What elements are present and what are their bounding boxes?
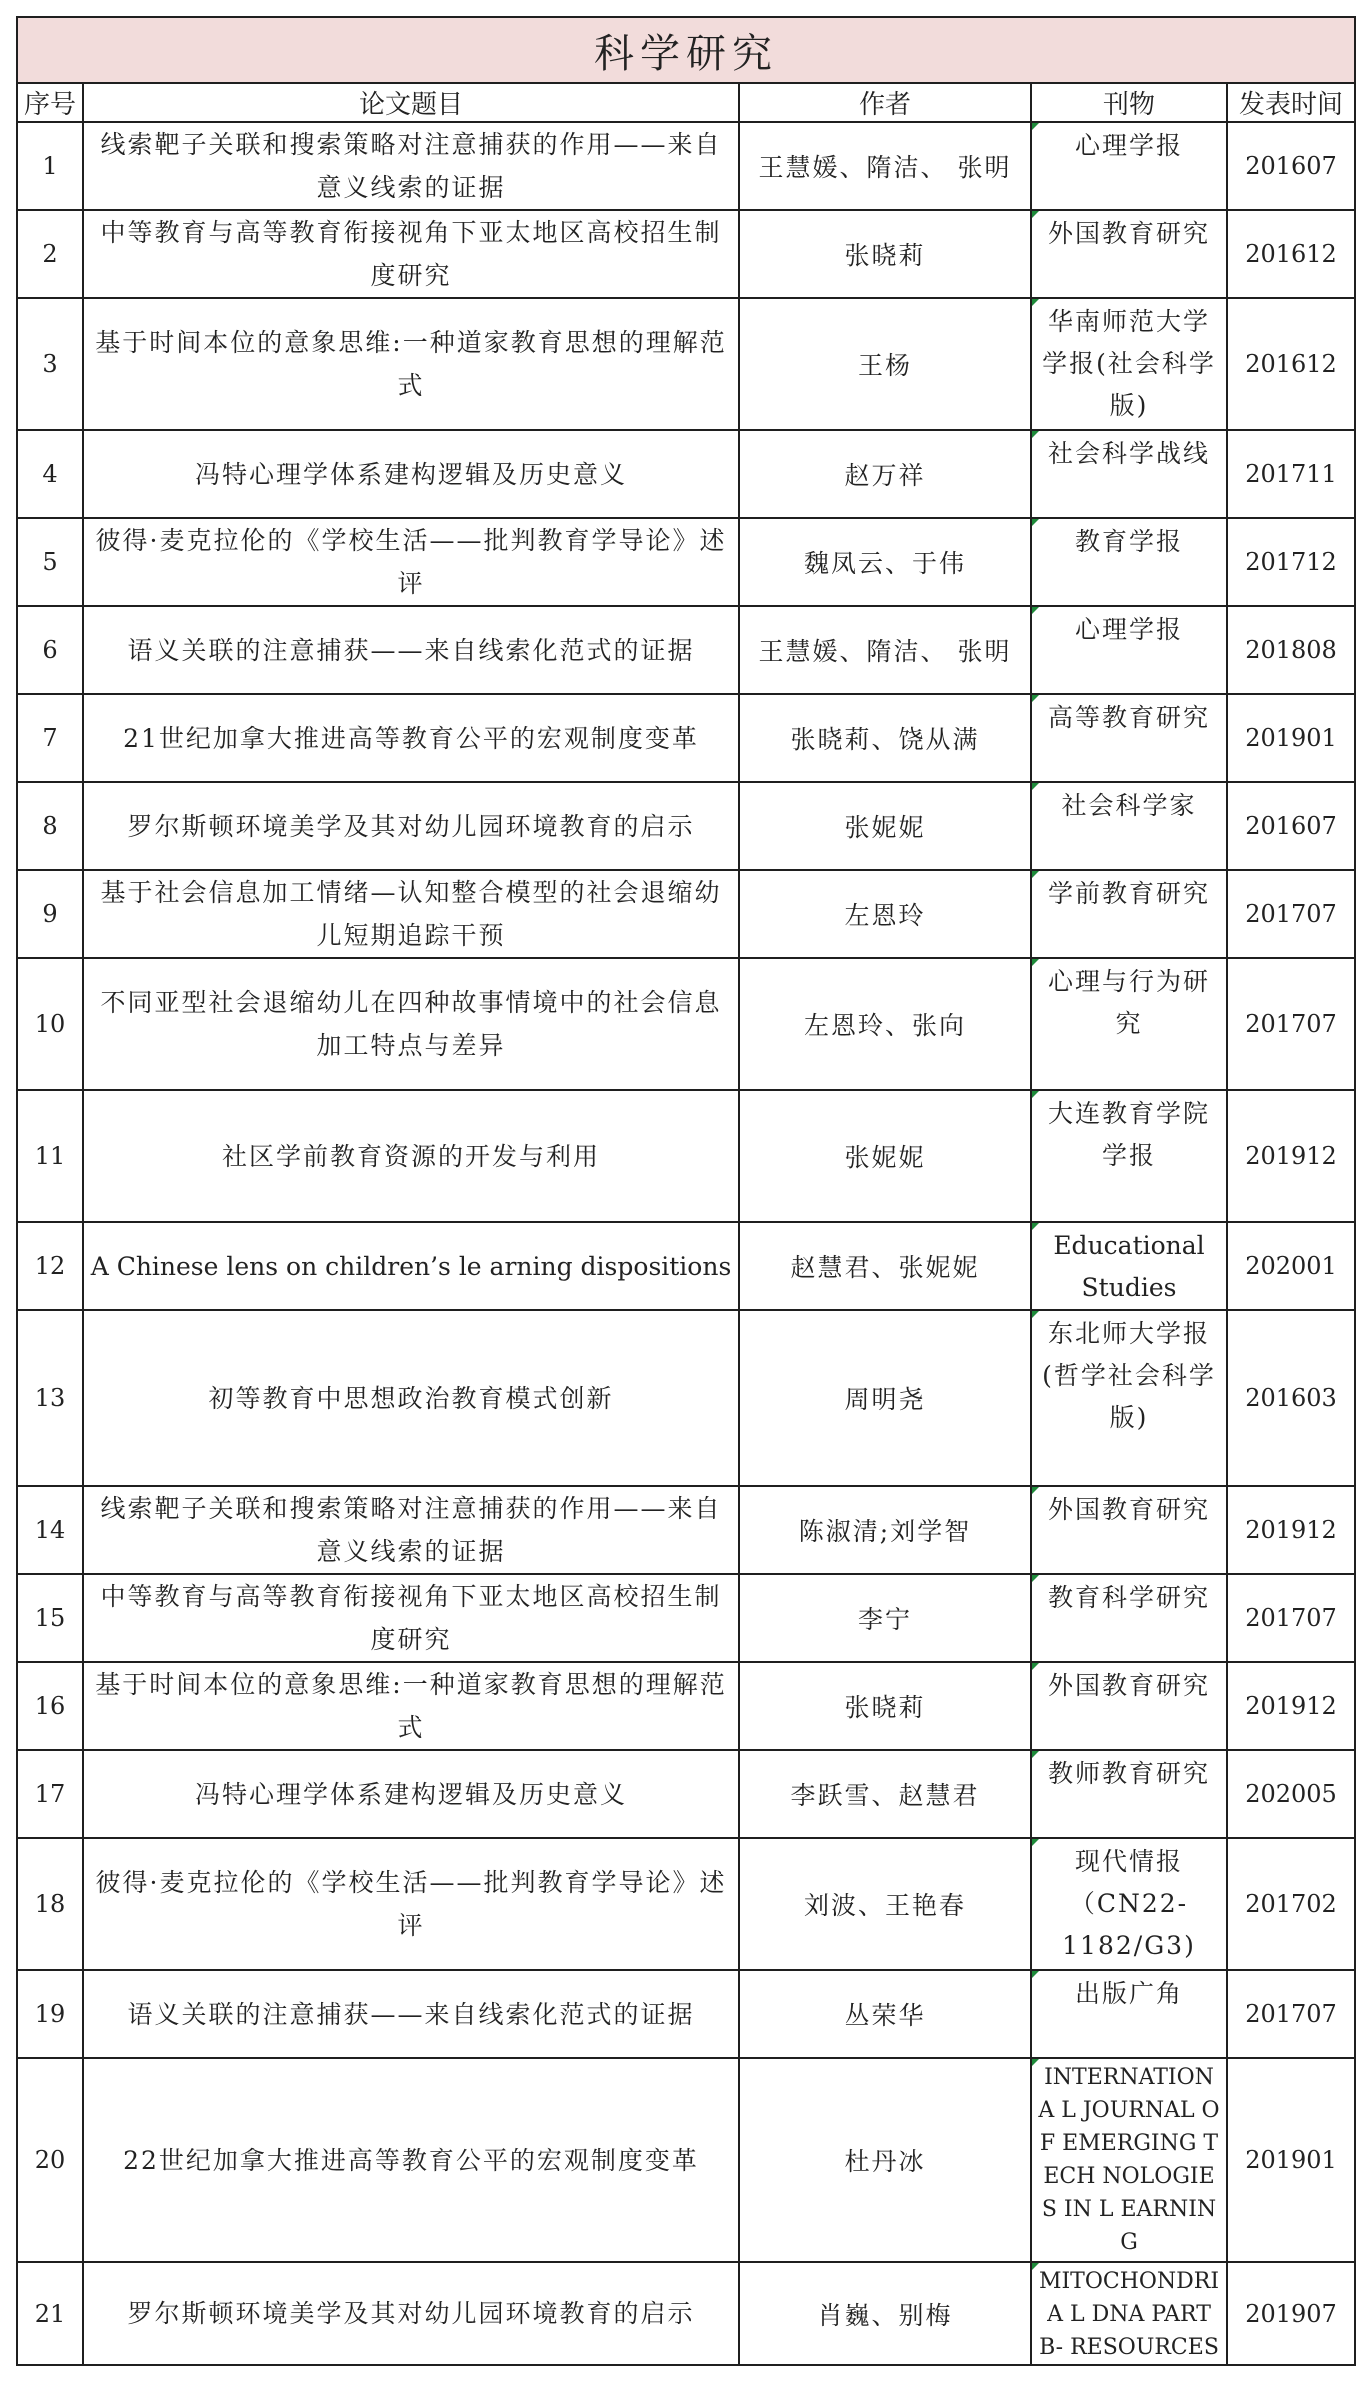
row-author: 张晓莉、饶从满 (739, 694, 1031, 782)
row-journal: 高等教育研究 (1031, 694, 1227, 782)
row-author: 陈淑清;刘学智 (739, 1486, 1031, 1574)
table-row (17, 430, 1355, 518)
row-author: 李跃雪、赵慧君 (739, 1750, 1031, 1838)
row-paper: 21世纪加拿大推进高等教育公平的宏观制度变革 (83, 694, 739, 782)
row-journal: 教师教育研究 (1031, 1750, 1227, 1838)
row-author: 赵慧君、张妮妮 (739, 1222, 1031, 1310)
row-paper: 22世纪加拿大推进高等教育公平的宏观制度变革 (83, 2058, 739, 2262)
row-seq: 8 (17, 782, 83, 870)
row-journal: INTERNATIONA L JOURNAL OF EMERGING TECH NOLOGIES IN L EARNING (1031, 2058, 1227, 2262)
header-journal: 刊物 (1031, 83, 1227, 122)
table-row (17, 782, 1355, 870)
row-date: 201808 (1227, 606, 1355, 694)
row-journal: 教育学报 (1031, 518, 1227, 606)
row-author: 张妮妮 (739, 782, 1031, 870)
header-row (17, 83, 1355, 122)
row-seq: 7 (17, 694, 83, 782)
row-seq: 11 (17, 1090, 83, 1222)
row-date: 201912 (1227, 1486, 1355, 1574)
row-journal: 现代情报（CN22-1182/G3) (1031, 1838, 1227, 1970)
row-date: 201912 (1227, 1662, 1355, 1750)
table-row (17, 1222, 1355, 1310)
row-seq: 10 (17, 958, 83, 1090)
table-row (17, 870, 1355, 958)
row-seq: 13 (17, 1310, 83, 1486)
table-row (17, 2058, 1355, 2262)
row-paper: 冯特心理学体系建构逻辑及历史意义 (83, 1750, 739, 1838)
row-date: 201607 (1227, 122, 1355, 210)
row-journal: 外国教育研究 (1031, 1486, 1227, 1574)
row-journal: 出版广角 (1031, 1970, 1227, 2058)
row-journal: MITOCHONDRIA L DNA PART B- RESOURCES (1031, 2262, 1227, 2365)
row-author: 杜丹冰 (739, 2058, 1031, 2262)
header-seq: 序号 (17, 83, 83, 122)
row-date: 201712 (1227, 518, 1355, 606)
table-row (17, 1310, 1355, 1486)
row-seq: 3 (17, 298, 83, 430)
row-paper: 初等教育中思想政治教育模式创新 (83, 1310, 739, 1486)
table-row (17, 122, 1355, 210)
row-paper: 彼得·麦克拉伦的《学校生活——批判教育学导论》述评 (83, 1838, 739, 1970)
row-journal: 东北师大学报(哲学社会科学版) (1031, 1310, 1227, 1486)
row-seq: 5 (17, 518, 83, 606)
table-row (17, 1574, 1355, 1662)
row-date: 201901 (1227, 694, 1355, 782)
row-date: 201612 (1227, 210, 1355, 298)
row-date: 201711 (1227, 430, 1355, 518)
row-date: 202005 (1227, 1750, 1355, 1838)
table-row (17, 518, 1355, 606)
row-journal: 外国教育研究 (1031, 210, 1227, 298)
row-paper: 基于社会信息加工情绪—认知整合模型的社会退缩幼儿短期追踪干预 (83, 870, 739, 958)
row-seq: 6 (17, 606, 83, 694)
row-seq: 1 (17, 122, 83, 210)
row-seq: 9 (17, 870, 83, 958)
table-row (17, 694, 1355, 782)
row-author: 王慧媛、隋洁、 张明 (739, 122, 1031, 210)
row-author: 赵万祥 (739, 430, 1031, 518)
row-journal: 大连教育学院学报 (1031, 1090, 1227, 1222)
table-row (17, 1662, 1355, 1750)
row-paper: 社区学前教育资源的开发与利用 (83, 1090, 739, 1222)
row-seq: 20 (17, 2058, 83, 2262)
table-row (17, 210, 1355, 298)
row-date: 201907 (1227, 2262, 1355, 2365)
row-journal: 心理学报 (1031, 122, 1227, 210)
row-paper: 中等教育与高等教育衔接视角下亚太地区高校招生制度研究 (83, 210, 739, 298)
table-row (17, 298, 1355, 430)
header-author: 作者 (739, 83, 1031, 122)
row-journal: Educational Studies (1031, 1222, 1227, 1310)
row-seq: 16 (17, 1662, 83, 1750)
row-seq: 2 (17, 210, 83, 298)
row-seq: 4 (17, 430, 83, 518)
row-seq: 21 (17, 2262, 83, 2365)
row-author: 李宁 (739, 1574, 1031, 1662)
row-journal: 社会科学家 (1031, 782, 1227, 870)
row-paper: 线索靶子关联和搜索策略对注意捕获的作用——来自意义线索的证据 (83, 1486, 739, 1574)
row-seq: 14 (17, 1486, 83, 1574)
header-date: 发表时间 (1227, 83, 1355, 122)
row-date: 201707 (1227, 1970, 1355, 2058)
row-paper: 彼得·麦克拉伦的《学校生活——批判教育学导论》述评 (83, 518, 739, 606)
research-table (16, 16, 1356, 2366)
row-date: 201707 (1227, 958, 1355, 1090)
table-row (17, 1750, 1355, 1838)
row-journal: 教育科学研究 (1031, 1574, 1227, 1662)
table-row (17, 1970, 1355, 2058)
row-author: 左恩玲、张向 (739, 958, 1031, 1090)
row-paper: 罗尔斯顿环境美学及其对幼儿园环境教育的启示 (83, 782, 739, 870)
row-author: 王慧媛、隋洁、 张明 (739, 606, 1031, 694)
research-sheet (16, 16, 1354, 2366)
row-date: 201603 (1227, 1310, 1355, 1486)
row-paper: 不同亚型社会退缩幼儿在四种故事情境中的社会信息加工特点与差异 (83, 958, 739, 1090)
row-paper: 线索靶子关联和搜索策略对注意捕获的作用——来自意义线索的证据 (83, 122, 739, 210)
row-date: 201707 (1227, 870, 1355, 958)
row-paper: 中等教育与高等教育衔接视角下亚太地区高校招生制度研究 (83, 1574, 739, 1662)
table-row (17, 958, 1355, 1090)
row-author: 张晓莉 (739, 1662, 1031, 1750)
row-date: 201912 (1227, 1090, 1355, 1222)
row-journal: 学前教育研究 (1031, 870, 1227, 958)
row-author: 肖巍、别梅 (739, 2262, 1031, 2365)
row-date: 201607 (1227, 782, 1355, 870)
row-paper: 罗尔斯顿环境美学及其对幼儿园环境教育的启示 (83, 2262, 739, 2365)
row-author: 魏凤云、于伟 (739, 518, 1031, 606)
row-journal: 社会科学战线 (1031, 430, 1227, 518)
row-author: 丛荣华 (739, 1970, 1031, 2058)
table-row (17, 606, 1355, 694)
row-seq: 17 (17, 1750, 83, 1838)
row-date: 201707 (1227, 1574, 1355, 1662)
table-title: 科学研究 (17, 17, 1355, 83)
row-seq: 15 (17, 1574, 83, 1662)
row-author: 王杨 (739, 298, 1031, 430)
row-journal: 华南师范大学学报(社会科学版) (1031, 298, 1227, 430)
row-paper: 基于时间本位的意象思维:一种道家教育思想的理解范式 (83, 298, 739, 430)
row-author: 张妮妮 (739, 1090, 1031, 1222)
table-row (17, 1090, 1355, 1222)
row-date: 201901 (1227, 2058, 1355, 2262)
table-row (17, 1486, 1355, 1574)
row-seq: 19 (17, 1970, 83, 2058)
table-row (17, 1838, 1355, 1970)
row-author: 左恩玲 (739, 870, 1031, 958)
row-date: 201612 (1227, 298, 1355, 430)
row-date: 201702 (1227, 1838, 1355, 1970)
row-journal: 心理与行为研究 (1031, 958, 1227, 1090)
row-paper: 语义关联的注意捕获——来自线索化范式的证据 (83, 1970, 739, 2058)
row-journal: 心理学报 (1031, 606, 1227, 694)
row-author: 刘波、王艳春 (739, 1838, 1031, 1970)
row-paper: 冯特心理学体系建构逻辑及历史意义 (83, 430, 739, 518)
row-paper: 基于时间本位的意象思维:一种道家教育思想的理解范式 (83, 1662, 739, 1750)
header-paper: 论文题目 (83, 83, 739, 122)
row-paper: A Chinese lens on children’s le arning dispositions (83, 1222, 739, 1310)
row-paper: 语义关联的注意捕获——来自线索化范式的证据 (83, 606, 739, 694)
row-date: 202001 (1227, 1222, 1355, 1310)
row-author: 张晓莉 (739, 210, 1031, 298)
table-row (17, 2262, 1355, 2365)
row-seq: 12 (17, 1222, 83, 1310)
row-author: 周明尧 (739, 1310, 1031, 1486)
row-journal: 外国教育研究 (1031, 1662, 1227, 1750)
row-seq: 18 (17, 1838, 83, 1970)
